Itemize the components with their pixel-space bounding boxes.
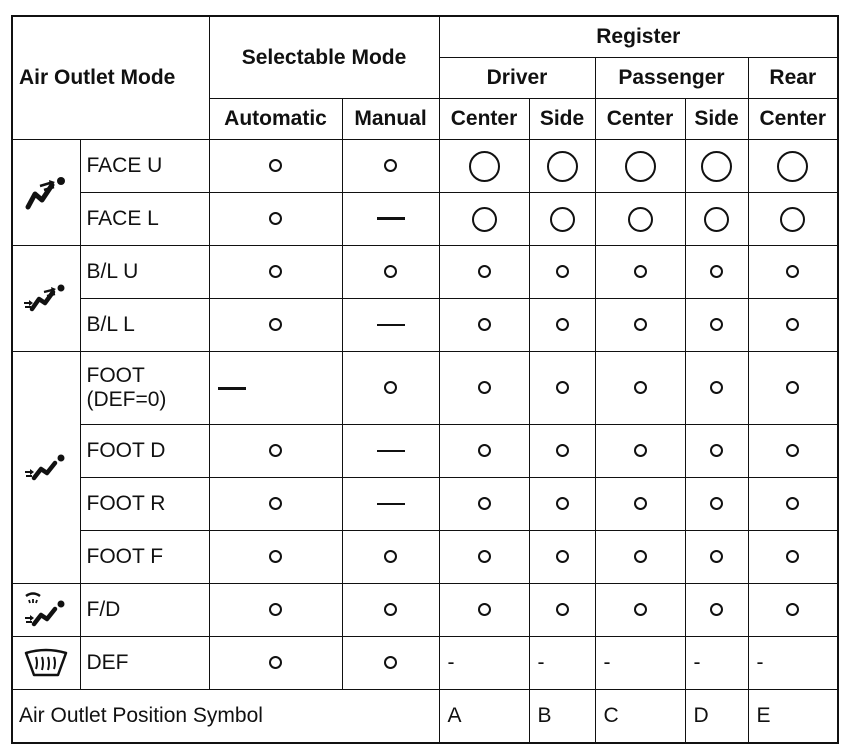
symbol-passenger-side	[685, 425, 748, 478]
mode-label-line: (DEF=0)	[86, 388, 167, 411]
symbol-automatic	[209, 425, 342, 478]
symbol-automatic	[209, 246, 342, 299]
symbol-driver-side	[529, 140, 595, 193]
symbol-driver-center	[439, 531, 529, 584]
symbol-rear-center	[748, 246, 838, 299]
header-rear: Rear	[748, 58, 838, 99]
symbol-passenger-center	[595, 478, 685, 531]
air-outlet-mode-table-container	[11, 15, 837, 733]
symbol-automatic	[209, 193, 342, 246]
header-register: Register	[439, 16, 838, 58]
symbol-manual	[342, 246, 439, 299]
mode-label: FACE L	[80, 193, 209, 246]
symbol-rear-center	[748, 531, 838, 584]
symbol-rear-center: -	[748, 637, 838, 690]
symbol-passenger-center	[595, 531, 685, 584]
table-row	[12, 425, 838, 478]
symbol-automatic	[209, 299, 342, 352]
symbol-passenger-side	[685, 193, 748, 246]
symbol-passenger-side: -	[685, 637, 748, 690]
symbol-driver-side: -	[529, 637, 595, 690]
mode-label: B/L L	[80, 299, 209, 352]
symbol-passenger-center	[595, 246, 685, 299]
position-symbol: D	[685, 690, 748, 744]
symbol-driver-center	[439, 478, 529, 531]
table-row	[12, 246, 838, 299]
header-automatic: Automatic	[209, 99, 342, 140]
symbol-driver-side	[529, 352, 595, 425]
mode-label: FOOT R	[80, 478, 209, 531]
header-manual: Manual	[342, 99, 439, 140]
symbol-rear-center	[748, 584, 838, 637]
symbol-passenger-center: -	[595, 637, 685, 690]
symbol-driver-center	[439, 352, 529, 425]
header-driver-side: Side	[529, 99, 595, 140]
header-passenger-side: Side	[685, 99, 748, 140]
header-passenger-center: Center	[595, 99, 685, 140]
header-air-outlet-mode: Air Outlet Mode	[12, 16, 209, 140]
table-row	[12, 478, 838, 531]
header-driver: Driver	[439, 58, 595, 99]
symbol-driver-center	[439, 140, 529, 193]
symbol-automatic	[209, 531, 342, 584]
symbol-rear-center	[748, 352, 838, 425]
symbol-passenger-side	[685, 352, 748, 425]
symbol-automatic	[209, 478, 342, 531]
symbol-manual	[342, 193, 439, 246]
symbol-passenger-side	[685, 478, 748, 531]
symbol-manual	[342, 584, 439, 637]
mode-label: FACE U	[80, 140, 209, 193]
symbol-rear-center	[748, 425, 838, 478]
symbol-driver-center	[439, 246, 529, 299]
symbol-passenger-side	[685, 246, 748, 299]
position-symbol: E	[748, 690, 838, 744]
symbol-driver-center	[439, 425, 529, 478]
symbol-passenger-center	[595, 299, 685, 352]
mode-label: B/L U	[80, 246, 209, 299]
mode-label	[80, 352, 209, 425]
symbol-automatic	[209, 140, 342, 193]
table-row	[12, 531, 838, 584]
position-symbol: A	[439, 690, 529, 744]
symbol-passenger-center	[595, 352, 685, 425]
symbol-driver-side	[529, 478, 595, 531]
table-row	[12, 299, 838, 352]
bilevel-vent-icon	[12, 246, 80, 352]
symbol-passenger-side	[685, 531, 748, 584]
header-passenger: Passenger	[595, 58, 748, 99]
symbol-driver-center	[439, 299, 529, 352]
symbol-passenger-center	[595, 140, 685, 193]
symbol-manual	[342, 478, 439, 531]
foot-defrost-icon	[12, 584, 80, 637]
table-row	[12, 193, 838, 246]
symbol-rear-center	[748, 193, 838, 246]
table-row	[12, 352, 838, 425]
table-row	[12, 584, 838, 637]
foot-vent-icon	[12, 352, 80, 584]
mode-label-line: FOOT	[86, 364, 145, 387]
symbol-passenger-center	[595, 425, 685, 478]
position-symbol: C	[595, 690, 685, 744]
symbol-driver-center	[439, 193, 529, 246]
symbol-driver-side	[529, 246, 595, 299]
header-rear-center: Center	[748, 99, 838, 140]
symbol-driver-side	[529, 299, 595, 352]
table-row-footer	[12, 690, 838, 744]
symbol-passenger-side	[685, 140, 748, 193]
symbol-driver-side	[529, 531, 595, 584]
symbol-manual	[342, 299, 439, 352]
symbol-passenger-side	[685, 584, 748, 637]
symbol-driver-side	[529, 425, 595, 478]
air-outlet-position-symbol-label: Air Outlet Position Symbol	[12, 690, 439, 744]
symbol-manual	[342, 637, 439, 690]
defroster-icon	[12, 637, 80, 690]
symbol-automatic	[209, 584, 342, 637]
symbol-driver-side	[529, 193, 595, 246]
symbol-driver-side	[529, 584, 595, 637]
table-row	[12, 637, 838, 690]
symbol-manual	[342, 531, 439, 584]
mode-label: DEF	[80, 637, 209, 690]
symbol-rear-center	[748, 478, 838, 531]
symbol-driver-center: -	[439, 637, 529, 690]
symbol-rear-center	[748, 299, 838, 352]
position-symbol: B	[529, 690, 595, 744]
table-row	[12, 140, 838, 193]
face-vent-icon	[12, 140, 80, 246]
symbol-manual	[342, 425, 439, 478]
symbol-passenger-side	[685, 299, 748, 352]
symbol-manual	[342, 140, 439, 193]
mode-label: F/D	[80, 584, 209, 637]
symbol-manual	[342, 352, 439, 425]
symbol-rear-center	[748, 140, 838, 193]
symbol-passenger-center	[595, 584, 685, 637]
mode-label: FOOT F	[80, 531, 209, 584]
symbol-automatic	[209, 352, 342, 425]
header-selectable-mode: Selectable Mode	[209, 16, 439, 99]
symbol-automatic	[209, 637, 342, 690]
symbol-passenger-center	[595, 193, 685, 246]
header-driver-center: Center	[439, 99, 529, 140]
symbol-driver-center	[439, 584, 529, 637]
mode-label: FOOT D	[80, 425, 209, 478]
air-outlet-mode-table	[11, 15, 839, 744]
